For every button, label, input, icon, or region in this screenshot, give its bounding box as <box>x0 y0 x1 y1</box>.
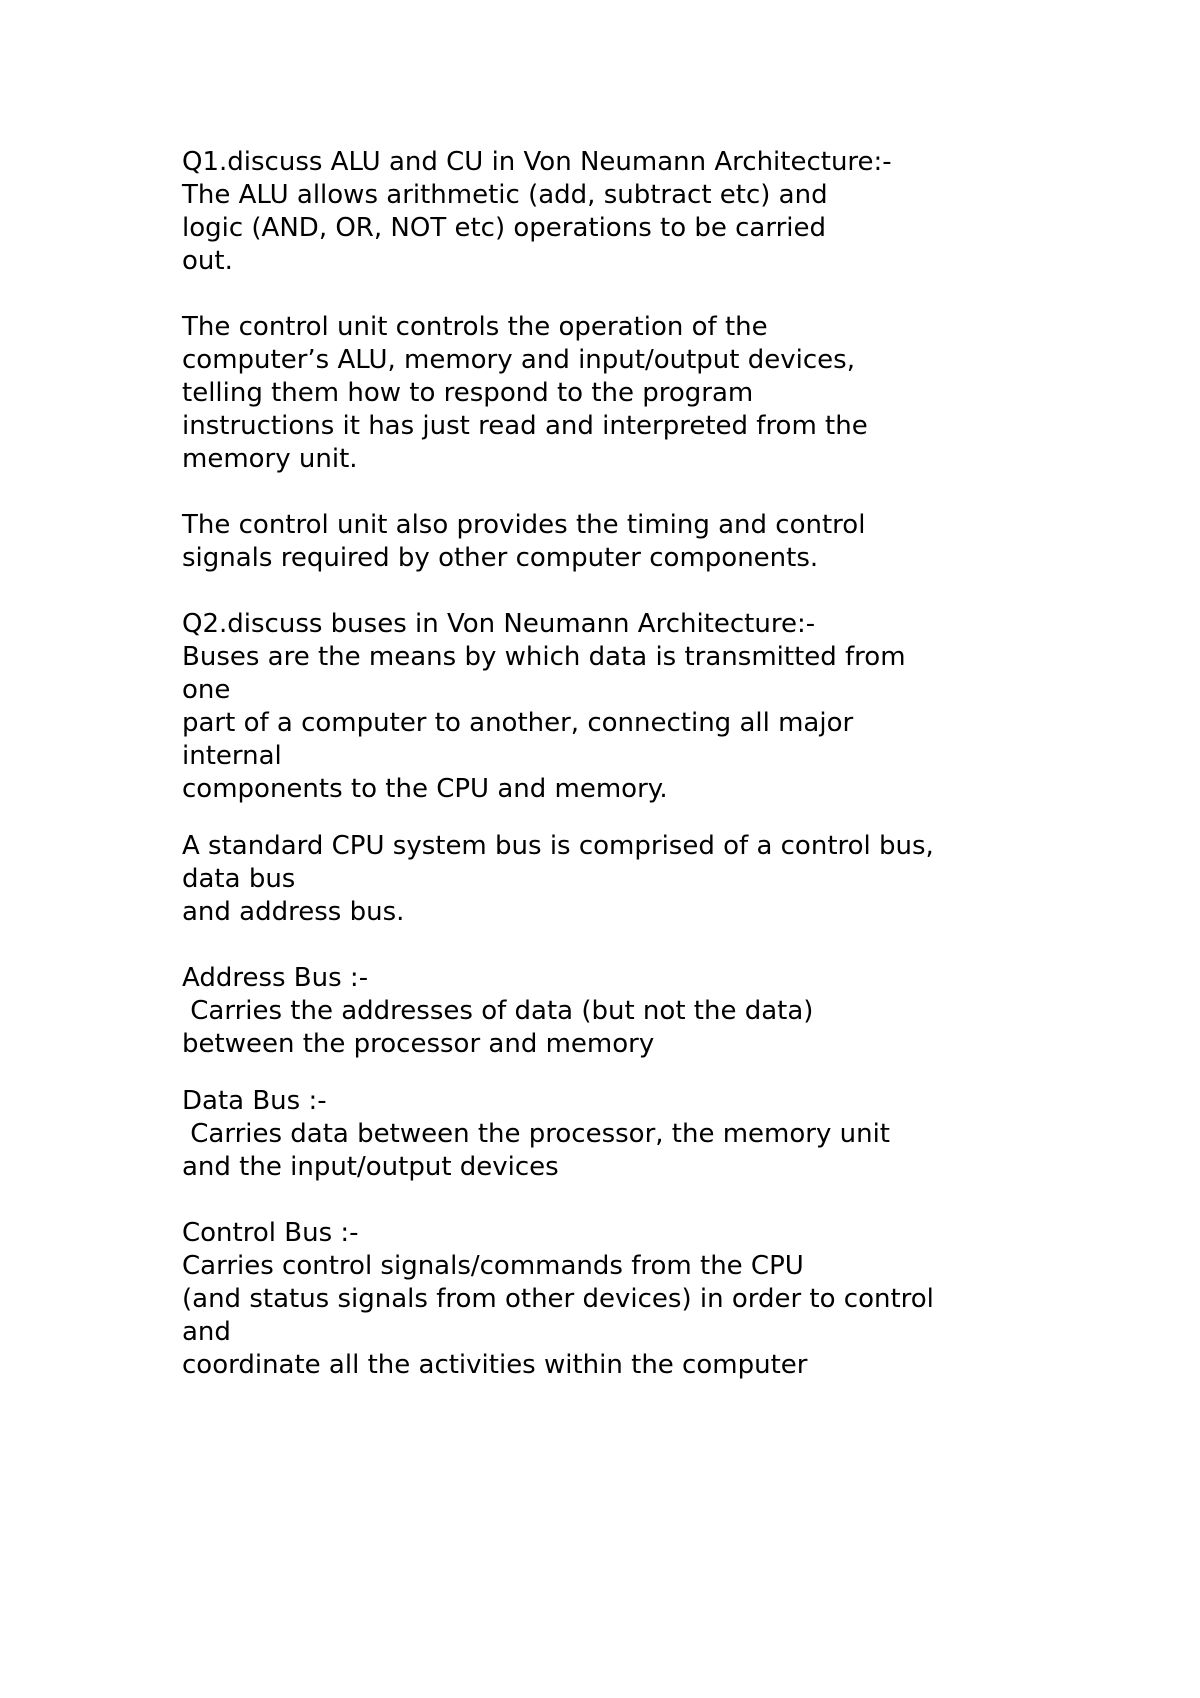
paragraph-gap <box>182 1061 1082 1085</box>
address-bus-title: Address Bus :- <box>182 963 369 993</box>
q2-heading: Q2.discuss buses in Von Neumann Architecture:- <box>182 609 816 639</box>
q1-para2-line: instructions it has just read and interpreted from the <box>182 411 868 441</box>
paragraph-gap <box>182 278 1082 311</box>
control-bus-line: and <box>182 1317 231 1347</box>
q1-heading: Q1.discuss ALU and CU in Von Neumann Architecture:- <box>182 147 892 177</box>
paragraph-gap <box>182 476 1082 509</box>
q1-para2-line: memory unit. <box>182 444 358 474</box>
paragraph-gap <box>182 575 1082 608</box>
q1-para2-line: computer’s ALU, memory and input/output devices, <box>182 345 855 375</box>
address-bus-line: Carries the addresses of data (but not the data) <box>182 996 814 1026</box>
q1-para2-line: telling them how to respond to the program <box>182 378 754 408</box>
q1-para3-line: The control unit also provides the timing and control <box>182 510 866 540</box>
control-bus-title: Control Bus :- <box>182 1218 359 1248</box>
q1-para1-line: out. <box>182 246 233 276</box>
control-bus-line: (and status signals from other devices) in order to control <box>182 1284 934 1314</box>
q2-para2-line: data bus <box>182 864 296 894</box>
q1-para1-line: The ALU allows arithmetic (add, subtract etc) and <box>182 180 828 210</box>
data-bus-line: Carries data between the processor, the memory unit <box>182 1119 891 1149</box>
document-body <box>182 146 1082 1382</box>
data-bus-title: Data Bus :- <box>182 1086 327 1116</box>
paragraph-gap <box>182 1184 1082 1217</box>
q2-para2-line: A standard CPU system bus is comprised of a control bus, <box>182 831 934 861</box>
data-bus-line: and the input/output devices <box>182 1152 559 1182</box>
q1-para3-line: signals required by other computer components. <box>182 543 819 573</box>
control-bus-line: coordinate all the activities within the computer <box>182 1350 808 1380</box>
q2-para1-line: one <box>182 675 231 705</box>
q1-para1-line: logic (AND, OR, NOT etc) operations to be carried <box>182 213 827 243</box>
q2-para1-line: part of a computer to another, connecting all major <box>182 708 854 738</box>
q2-para1-line: components to the CPU and memory. <box>182 774 668 804</box>
q2-para1-line: internal <box>182 741 282 771</box>
q1-para2-line: The control unit controls the operation of the <box>182 312 768 342</box>
paragraph-gap <box>182 929 1082 962</box>
control-bus-line: Carries control signals/commands from the CPU <box>182 1251 804 1281</box>
address-bus-line: between the processor and memory <box>182 1029 655 1059</box>
q2-para1-line: Buses are the means by which data is transmitted from <box>182 642 906 672</box>
q2-para2-line: and address bus. <box>182 897 405 927</box>
paragraph-gap <box>182 806 1082 830</box>
